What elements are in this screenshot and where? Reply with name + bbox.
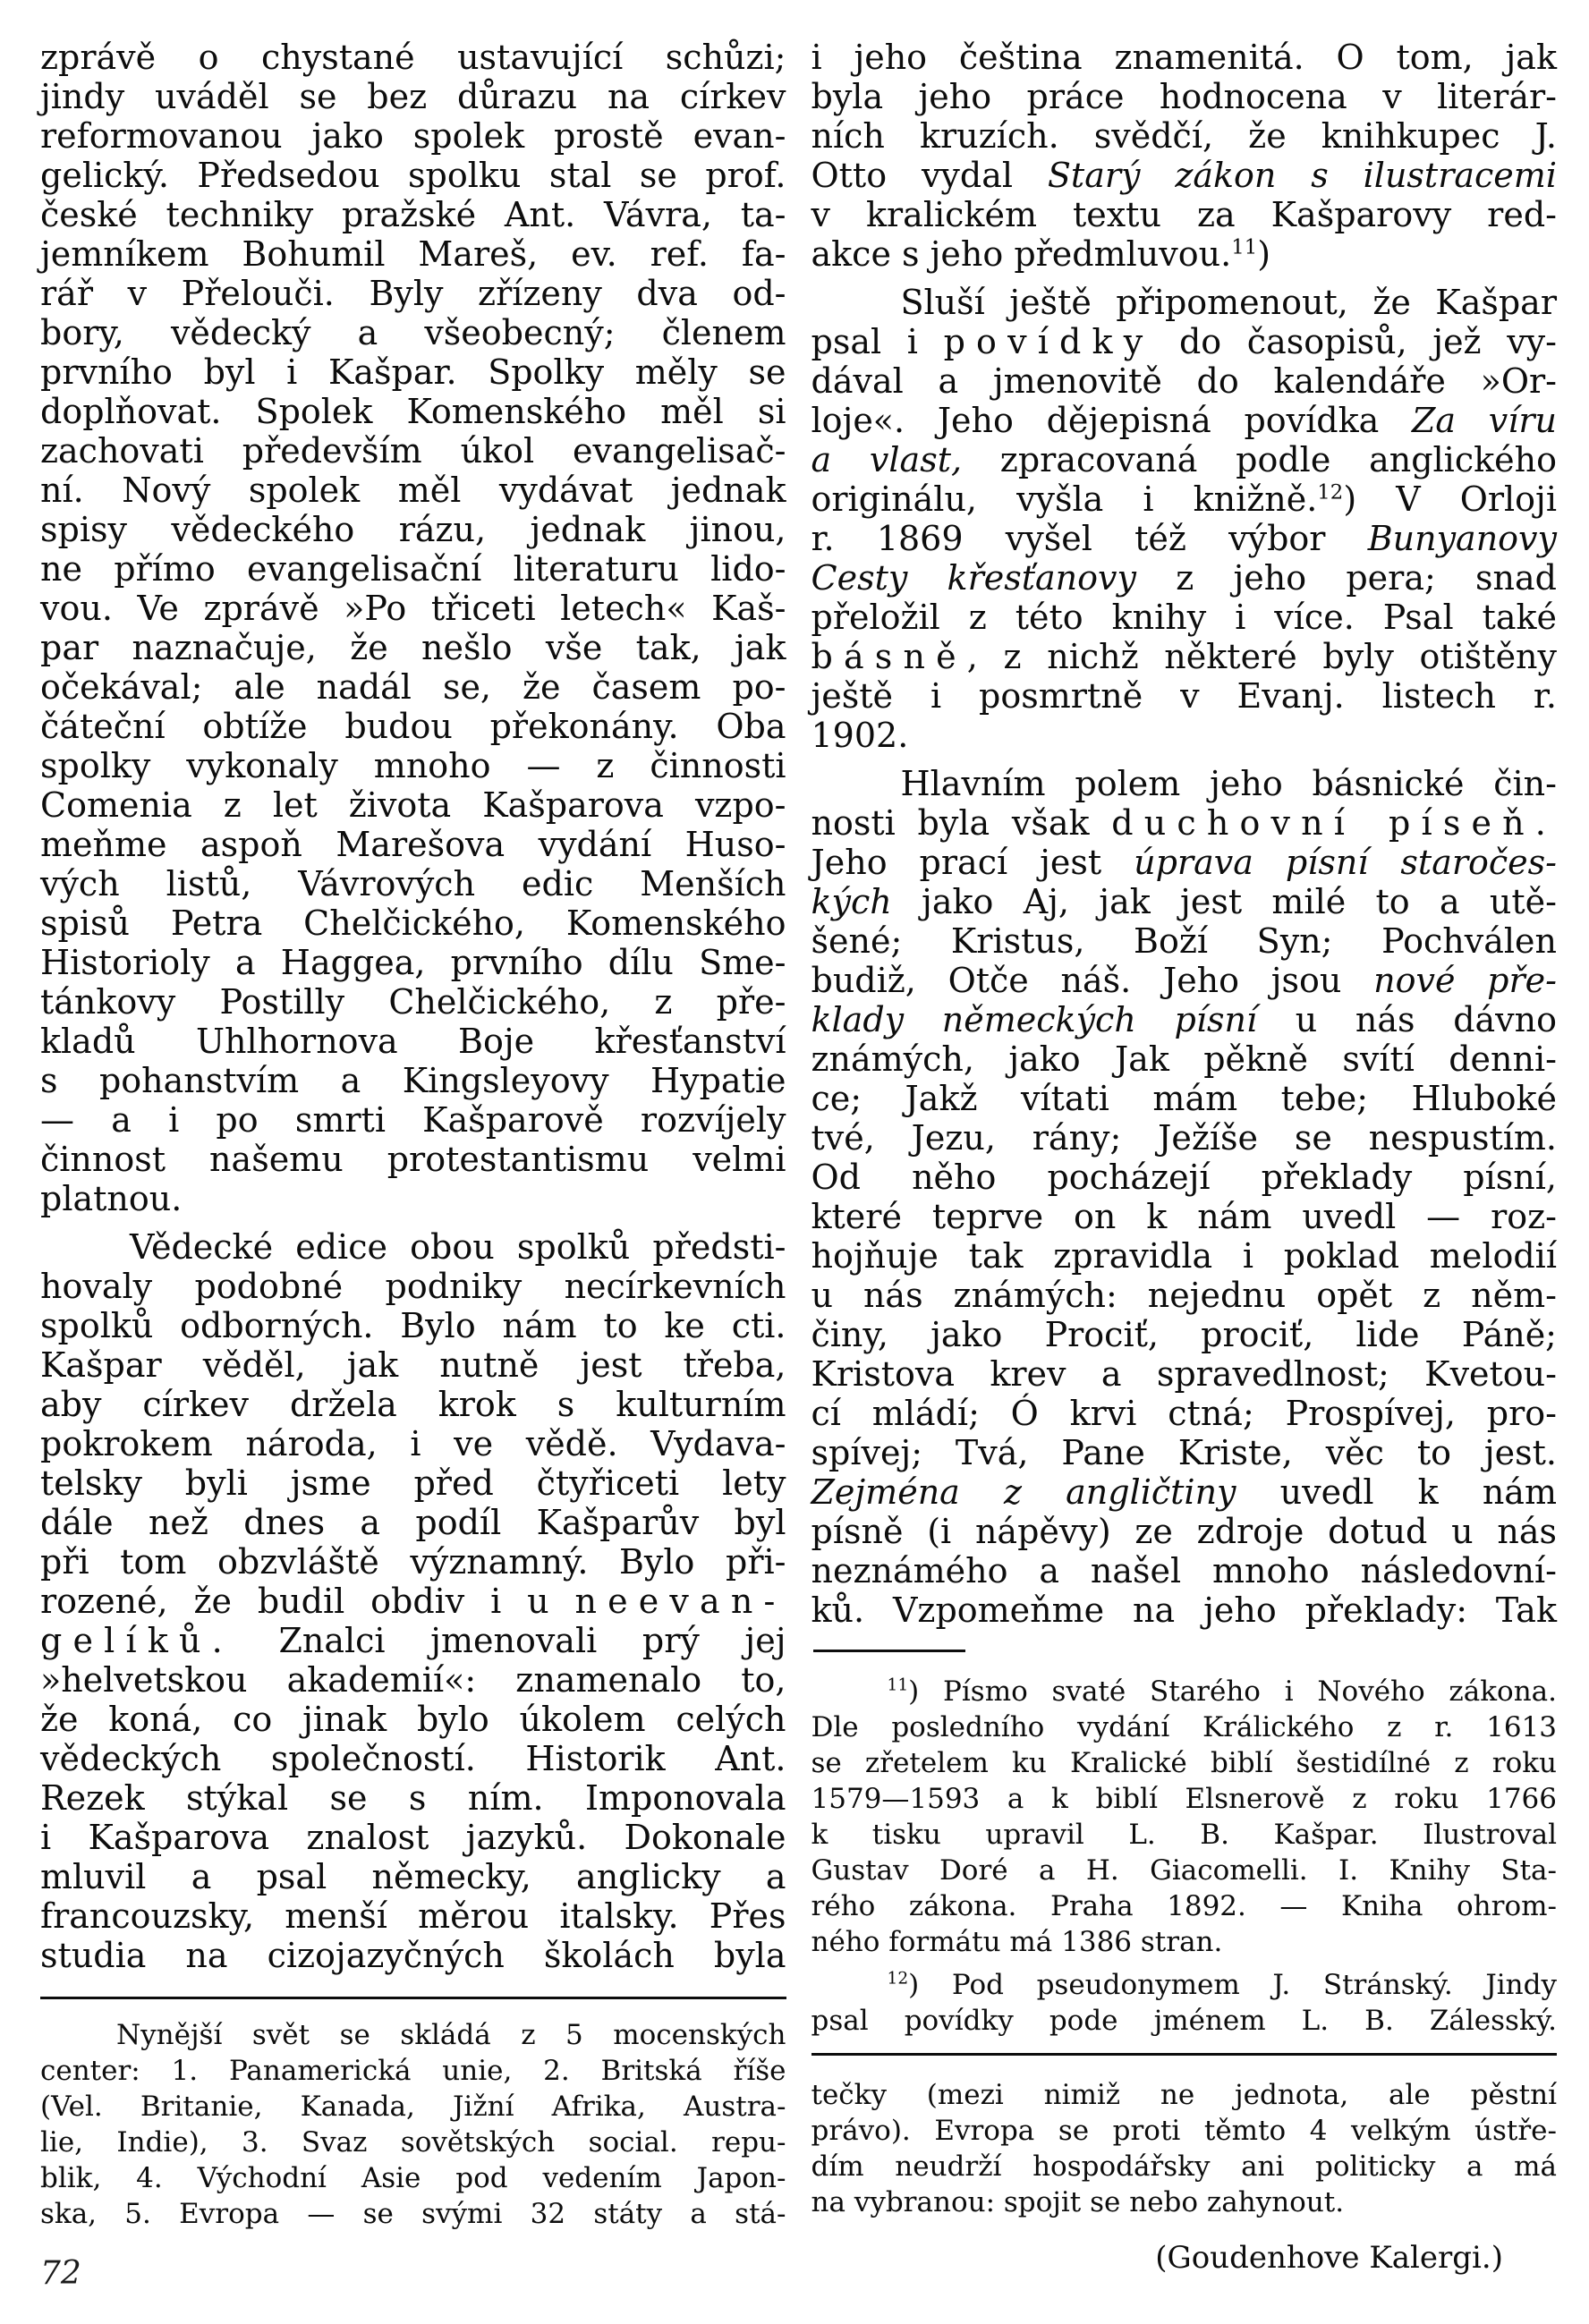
text-segment: ) V Orloji	[1343, 479, 1557, 519]
text-segment: se zřetelem ku Kralické biblí šestidílné z roku	[811, 1747, 1557, 1779]
text-line	[811, 479, 1558, 519]
text-segment: vědeckých společností. Historik Ant.	[40, 1739, 786, 1778]
text-line	[811, 116, 1558, 156]
text-segment: pokrokem národa, i ve vědě. Vydava-	[40, 1424, 786, 1463]
text-line	[40, 1778, 786, 1818]
text-segment: u nás dávno	[1257, 1000, 1557, 1039]
text-line	[811, 882, 1558, 921]
text-segment: budiž, Otče náš. Jeho jsou	[811, 961, 1374, 1000]
text-line	[811, 1158, 1558, 1197]
left-column	[40, 38, 786, 2292]
text-line	[811, 637, 1558, 676]
text-segment: »helvetskou akademií«: znamenalo to,	[40, 1660, 786, 1700]
text-segment: Znalci jmenovali prý jej	[233, 1621, 786, 1660]
text-line	[811, 1079, 1558, 1118]
text-segment: r. 1869 vyšel též výbor	[811, 519, 1368, 558]
text-line	[40, 2125, 786, 2160]
text-segment: Dle posledního vydání Králického z r. 1613	[811, 1711, 1557, 1743]
text-line	[40, 2017, 786, 2053]
text-segment: (Vel. Britanie, Kanada, Jižní Afrika, Austra-	[40, 2091, 786, 2123]
text-line	[811, 1924, 1558, 1960]
text-line	[40, 195, 786, 234]
text-segment: platnou.	[40, 1179, 183, 1218]
text-segment: spívej; Tvá, Pane Kriste, věc to jest.	[811, 1433, 1557, 1472]
text-line	[40, 943, 786, 982]
text-line	[40, 116, 786, 156]
text-line	[40, 1818, 786, 1857]
text-segment: Starý zákon s ilustracemi	[1047, 156, 1557, 195]
text-segment: při tom obzvláště významný. Bylo při-	[40, 1542, 786, 1582]
text-segment: prvního byl i Kašpar. Spolky měly se	[40, 352, 786, 392]
text-segment: ne přímo evangelisační literaturu lido-	[40, 549, 786, 589]
text-line	[40, 1179, 786, 1218]
text-segment: Kašpar věděl, jak nutně jest třeba,	[40, 1345, 786, 1385]
text-line	[40, 471, 786, 510]
text-segment: čáteční obtíže budou překonány. Oba	[40, 707, 786, 746]
text-segment: uvedl k nám	[1236, 1472, 1557, 1512]
text-segment: tečky (mezi nimiž ne jednota, ale pěstní	[811, 2079, 1557, 2111]
text-segment: přeložil z této knihy i více. Psal také	[811, 598, 1557, 637]
text-line	[811, 195, 1558, 234]
text-segment: blik, 4. Východní Asie pod vedením Japon-	[40, 2162, 786, 2194]
text-line	[811, 1888, 1558, 1924]
text-segment: ného formátu má 1386 stran.	[811, 1926, 1223, 1958]
two-column-layout	[40, 38, 1557, 2292]
text-line	[40, 1739, 786, 1778]
text-segment: u nás známých: nejednu opět z něm-	[811, 1276, 1557, 1315]
text-segment: byla jeho práce hodnocena v literár-	[811, 77, 1557, 116]
text-line	[40, 1345, 786, 1385]
text-line	[40, 746, 786, 785]
text-segment: 12	[887, 1969, 909, 1989]
right-main-text	[811, 38, 1558, 1630]
text-segment: neznámého a našel mnoho následovní-	[811, 1551, 1557, 1590]
text-line	[811, 2113, 1558, 2149]
text-line	[811, 558, 1558, 598]
text-segment: hojňuje tak zpravidla i poklad melodií	[811, 1236, 1557, 1276]
right-continuation-separator	[811, 2053, 1558, 2056]
text-segment: zachovati především úkol evangelisač-	[40, 431, 786, 471]
text-segment: aby církev držela krok s kulturním	[40, 1385, 786, 1424]
text-line	[40, 864, 786, 903]
text-segment: Bunyanovy	[1367, 519, 1557, 558]
text-line	[811, 440, 1558, 479]
text-line	[40, 549, 786, 589]
text-line	[40, 1660, 786, 1700]
text-segment: jindy uváděl se bez důrazu na církev	[40, 77, 786, 116]
text-segment: rého zákona. Praha 1892. — Kniha ohrom-	[811, 1890, 1557, 1922]
text-line	[40, 1857, 786, 1896]
text-segment: tánkovy Postilly Chelčického, z pře-	[40, 982, 786, 1022]
text-segment: činnost našemu protestantismu velmi	[40, 1140, 786, 1179]
right-footnote-continuation	[811, 2077, 1558, 2220]
text-line	[40, 1227, 786, 1267]
text-segment: Jeho prací jest	[811, 843, 1134, 882]
text-segment: ska, 5. Evropa — se svými 32 státy a stá-	[40, 2198, 786, 2230]
text-segment: Cesty křesťanovy	[811, 558, 1136, 598]
text-segment: rozené, že budil obdiv i u	[40, 1582, 575, 1621]
text-segment: Rezek stýkal se s ním. Imponovala	[40, 1778, 786, 1818]
text-segment: šené; Kristus, Boží Syn; Pochválen	[811, 921, 1557, 961]
text-line	[40, 1503, 786, 1542]
text-segment: písně (i nápěvy) ze zdroje dotud u nás	[811, 1512, 1557, 1551]
text-segment: i jeho čeština znamenitá. O tom, jak	[811, 38, 1557, 77]
text-line	[811, 764, 1558, 803]
text-line	[811, 843, 1558, 882]
text-segment: gelíků.	[40, 1621, 234, 1660]
text-segment: spolků odborných. Bylo nám to ke cti.	[40, 1306, 786, 1345]
text-line	[40, 510, 786, 549]
text-segment: zpracovaná podle anglického	[962, 440, 1557, 479]
footnote-signature: (Goudenhove Kalergi.)	[1155, 2240, 1503, 2276]
text-line	[811, 1512, 1558, 1551]
text-segment: ků. Vzpomeňme na jeho překlady: Tak	[811, 1590, 1557, 1630]
text-segment: psal povídky pode jménem L. B. Zálesský.	[811, 2005, 1557, 2037]
text-segment: očekával; ale nadál se, že časem po-	[40, 667, 786, 707]
left-footnote-separator	[40, 1997, 786, 1999]
text-line	[40, 77, 786, 116]
text-line	[40, 707, 786, 746]
text-line	[40, 313, 786, 352]
text-segment: nové pře-	[1373, 961, 1557, 1000]
text-line	[40, 1582, 786, 1621]
text-line	[811, 1315, 1558, 1354]
text-segment: vou. Ve zprávě »Po třiceti letech« Kaš-	[40, 589, 786, 628]
text-line	[40, 1936, 786, 1975]
text-segment: francouzsky, menší měrou italsky. Přes	[40, 1896, 786, 1936]
text-segment: akce s jeho předmluvou.	[811, 234, 1232, 274]
text-segment: Kristova krev a spravedlnost; Kvetou-	[811, 1354, 1557, 1394]
text-line	[811, 1000, 1558, 1039]
text-segment: Historioly a Haggea, prvního dílu Sme-	[40, 943, 786, 982]
text-line	[811, 1590, 1558, 1630]
text-segment: že koná, co jinak bylo úkolem celých	[40, 1700, 786, 1739]
text-segment: Sluší ještě připomenout, že Kašpar	[900, 283, 1557, 322]
right-footnotes	[811, 1674, 1558, 2039]
text-segment: rář v Přelouči. Byly zřízeny dva od-	[40, 274, 786, 313]
text-line	[811, 1118, 1558, 1158]
text-line	[40, 1267, 786, 1306]
text-segment: studia na cizojazyčných školách byla	[40, 1936, 786, 1975]
text-segment: ještě i posmrtně v Evanj. listech r.	[811, 676, 1557, 716]
text-line	[811, 2149, 1558, 2184]
text-segment: 1579—1593 a k biblí Elsnerově z roku 1766	[811, 1783, 1557, 1815]
text-line	[40, 2160, 786, 2196]
text-line	[811, 1197, 1558, 1236]
text-segment: z jeho pera; snad	[1135, 558, 1557, 598]
text-segment: ních kruzích. svědčí, že knihkupec J.	[811, 116, 1557, 156]
text-line	[40, 156, 786, 195]
text-line	[811, 2077, 1558, 2113]
text-line	[811, 716, 1558, 755]
text-line	[40, 431, 786, 471]
right-column	[811, 38, 1558, 2292]
text-line	[40, 903, 786, 943]
text-segment: Vědecké edice obou spolků předsti-	[130, 1227, 786, 1267]
text-line	[40, 234, 786, 274]
text-segment: básně	[811, 637, 967, 676]
text-segment: )	[1257, 234, 1271, 274]
text-segment: psal i	[811, 322, 944, 361]
text-line	[811, 283, 1558, 322]
text-segment: spolky vykonaly mnoho — z činnosti	[40, 746, 786, 785]
text-segment: gelický. Předsedou spolku stal se prof.	[40, 156, 786, 195]
text-line	[811, 156, 1558, 195]
text-line	[811, 1472, 1558, 1512]
text-line	[40, 352, 786, 392]
text-line	[40, 825, 786, 864]
text-segment: i Kašparova znalost jazyků. Dokonale	[40, 1818, 786, 1857]
text-line	[811, 77, 1558, 116]
text-segment: par naznačuje, že nešlo vše tak, jak	[40, 628, 786, 667]
text-segment: 11	[887, 1675, 909, 1695]
text-segment: , z nichž některé byly otištěny	[966, 637, 1557, 676]
text-line	[811, 1745, 1558, 1781]
text-line	[811, 1433, 1558, 1472]
text-line	[40, 982, 786, 1022]
text-segment: v kralickém textu za Kašparovy red-	[811, 195, 1557, 234]
text-segment: 12	[1317, 480, 1344, 505]
text-segment: dále než dnes a podíl Kašparův byl	[40, 1503, 786, 1542]
text-segment: kladů Uhlhornova Boje křesťanství	[40, 1022, 786, 1061]
text-segment: úprava písní staročes-	[1134, 843, 1558, 882]
text-segment: spisy vědeckého rázu, jednak jinou,	[40, 510, 786, 549]
text-line	[40, 1463, 786, 1503]
text-line	[40, 1100, 786, 1140]
text-segment: neevan-	[574, 1582, 786, 1621]
text-line	[40, 667, 786, 707]
text-segment: — a i po smrti Kašparově rozvíjely	[40, 1100, 786, 1140]
text-line	[811, 1781, 1558, 1817]
text-segment: které teprve on k nám uvedl — roz-	[811, 1197, 1557, 1236]
text-segment: Za víru	[1411, 401, 1557, 440]
text-segment: vých listů, Vávrových edic Menších	[40, 864, 786, 903]
text-segment: Gustav Doré a H. Giacomelli. I. Knihy Sta-	[811, 1854, 1557, 1887]
text-segment: s pohanstvím a Kingsleyovy Hypatie	[40, 1061, 786, 1100]
text-line	[40, 628, 786, 667]
text-line	[40, 1061, 786, 1100]
text-segment: ce; Jakž vítati mám tebe; Hluboké	[811, 1079, 1557, 1118]
text-line	[40, 1896, 786, 1936]
text-segment: spisů Petra Chelčického, Komenského	[40, 903, 786, 943]
text-segment: činy, jako Prociť, prociť, lide Páně;	[811, 1315, 1557, 1354]
text-line	[811, 2184, 1558, 2220]
text-segment: bory, vědecký a všeobecný; členem	[40, 313, 786, 352]
text-line	[40, 38, 786, 77]
text-segment: klady německých písní	[811, 1000, 1258, 1039]
text-segment: na vybranou: spojit se nebo zahynout.	[811, 2186, 1345, 2218]
text-segment: povídky	[943, 322, 1154, 361]
text-line	[811, 921, 1558, 961]
text-line	[811, 1967, 1558, 2003]
text-segment: české techniky pražské Ant. Vávra, ta-	[40, 195, 786, 234]
text-segment: nosti byla však	[811, 803, 1112, 843]
text-line	[811, 1236, 1558, 1276]
text-segment: originálu, vyšla i knižně.	[811, 479, 1318, 519]
text-line	[811, 1354, 1558, 1394]
text-segment: právo). Evropa se proti těmto 4 velkým ústře-	[811, 2115, 1557, 2147]
text-line	[40, 2053, 786, 2089]
text-segment: k tisku upravil L. B. Kašpar. Ilustroval	[811, 1819, 1557, 1851]
text-line	[811, 1276, 1558, 1315]
text-segment: Comenia z let života Kašparova vzpo-	[40, 785, 786, 825]
text-line	[40, 1621, 786, 1660]
text-line	[40, 1385, 786, 1424]
text-line	[40, 785, 786, 825]
text-segment: center: 1. Panamerická unie, 2. Britská říše	[40, 2055, 786, 2087]
text-line	[40, 2089, 786, 2125]
text-segment: mluvil a psal německy, anglicky a	[40, 1857, 786, 1896]
text-line	[40, 274, 786, 313]
text-segment: a vlast,	[811, 440, 963, 479]
text-line	[40, 1424, 786, 1463]
text-line	[811, 1853, 1558, 1888]
text-line	[40, 2196, 786, 2232]
text-line	[811, 1394, 1558, 1433]
text-line	[811, 519, 1558, 558]
text-line	[811, 598, 1558, 637]
text-line	[811, 38, 1558, 77]
text-line	[40, 1140, 786, 1179]
text-line	[40, 392, 786, 431]
text-line	[811, 234, 1558, 274]
text-segment: cí mládí; Ó krvi ctná; Prospívej, pro-	[811, 1394, 1557, 1433]
text-segment: jako Aj, jak jest milé to a utě-	[891, 882, 1557, 921]
text-line	[811, 1817, 1558, 1853]
text-line	[811, 1674, 1558, 1709]
text-segment: Zejména z angličtiny	[811, 1472, 1236, 1512]
text-line	[811, 322, 1558, 361]
right-footnote-separator	[813, 1650, 965, 1652]
text-segment: ) Pod pseudonymem J. Stránský. Jindy	[908, 1969, 1557, 2001]
text-segment: meňme aspoň Marešova vydání Huso-	[40, 825, 786, 864]
text-segment: tvé, Jezu, rány; Ježíše se nespustím.	[811, 1118, 1557, 1158]
text-segment: dím neudrží hospodářsky ani politicky a má	[811, 2150, 1557, 2183]
text-segment: telsky byli jsme před čtyřiceti lety	[40, 1463, 786, 1503]
text-line	[811, 803, 1558, 843]
text-line	[40, 1700, 786, 1739]
text-segment: kých	[811, 882, 892, 921]
text-segment: do časopisů, jež vy-	[1153, 322, 1557, 361]
text-segment: jemníkem Bohumil Mareš, ev. ref. fa-	[40, 234, 786, 274]
text-segment: 11	[1231, 235, 1258, 259]
text-segment: lie, Indie), 3. Svaz sovětských social. repu-	[40, 2126, 786, 2159]
text-segment: známých, jako Jak pěkně svítí denni-	[811, 1039, 1557, 1079]
text-segment: ní. Nový spolek měl vydávat jednak	[40, 471, 786, 510]
text-segment: 1902.	[811, 716, 909, 755]
text-segment: hovaly podobné podniky necírkevních	[40, 1267, 786, 1306]
text-line	[811, 361, 1558, 401]
text-line	[811, 2003, 1558, 2039]
text-segment: zprávě o chystané ustavující schůzi;	[40, 38, 786, 77]
page-number: 72	[40, 2255, 81, 2292]
text-segment: reformovanou jako spolek prostě evan-	[40, 116, 786, 156]
text-line	[811, 401, 1558, 440]
text-segment: Od něho pocházejí překlady písní,	[811, 1158, 1557, 1197]
text-segment: Otto vydal	[811, 156, 1048, 195]
text-segment: duchovní píseň.	[1111, 803, 1557, 843]
text-segment: dával a jmenovitě do kalendáře »Or-	[811, 361, 1557, 401]
text-line	[811, 676, 1558, 716]
text-segment: ) Písmo svaté Starého i Nového zákona.	[908, 1675, 1557, 1708]
text-segment: Hlavním polem jeho básnické čin-	[900, 764, 1557, 803]
text-segment: Nynější svět se skládá z 5 mocenských	[116, 2019, 786, 2051]
left-main-text	[40, 38, 786, 1975]
text-line	[40, 589, 786, 628]
text-segment: loje«. Jeho dějepisná povídka	[811, 401, 1412, 440]
text-line	[40, 1022, 786, 1061]
text-line	[811, 1709, 1558, 1745]
left-footnote	[40, 2017, 786, 2232]
text-line	[811, 961, 1558, 1000]
text-line	[811, 1039, 1558, 1079]
text-line	[811, 1551, 1558, 1590]
text-segment: doplňovat. Spolek Komenského měl si	[40, 392, 786, 431]
text-line	[40, 1306, 786, 1345]
text-line	[40, 1542, 786, 1582]
